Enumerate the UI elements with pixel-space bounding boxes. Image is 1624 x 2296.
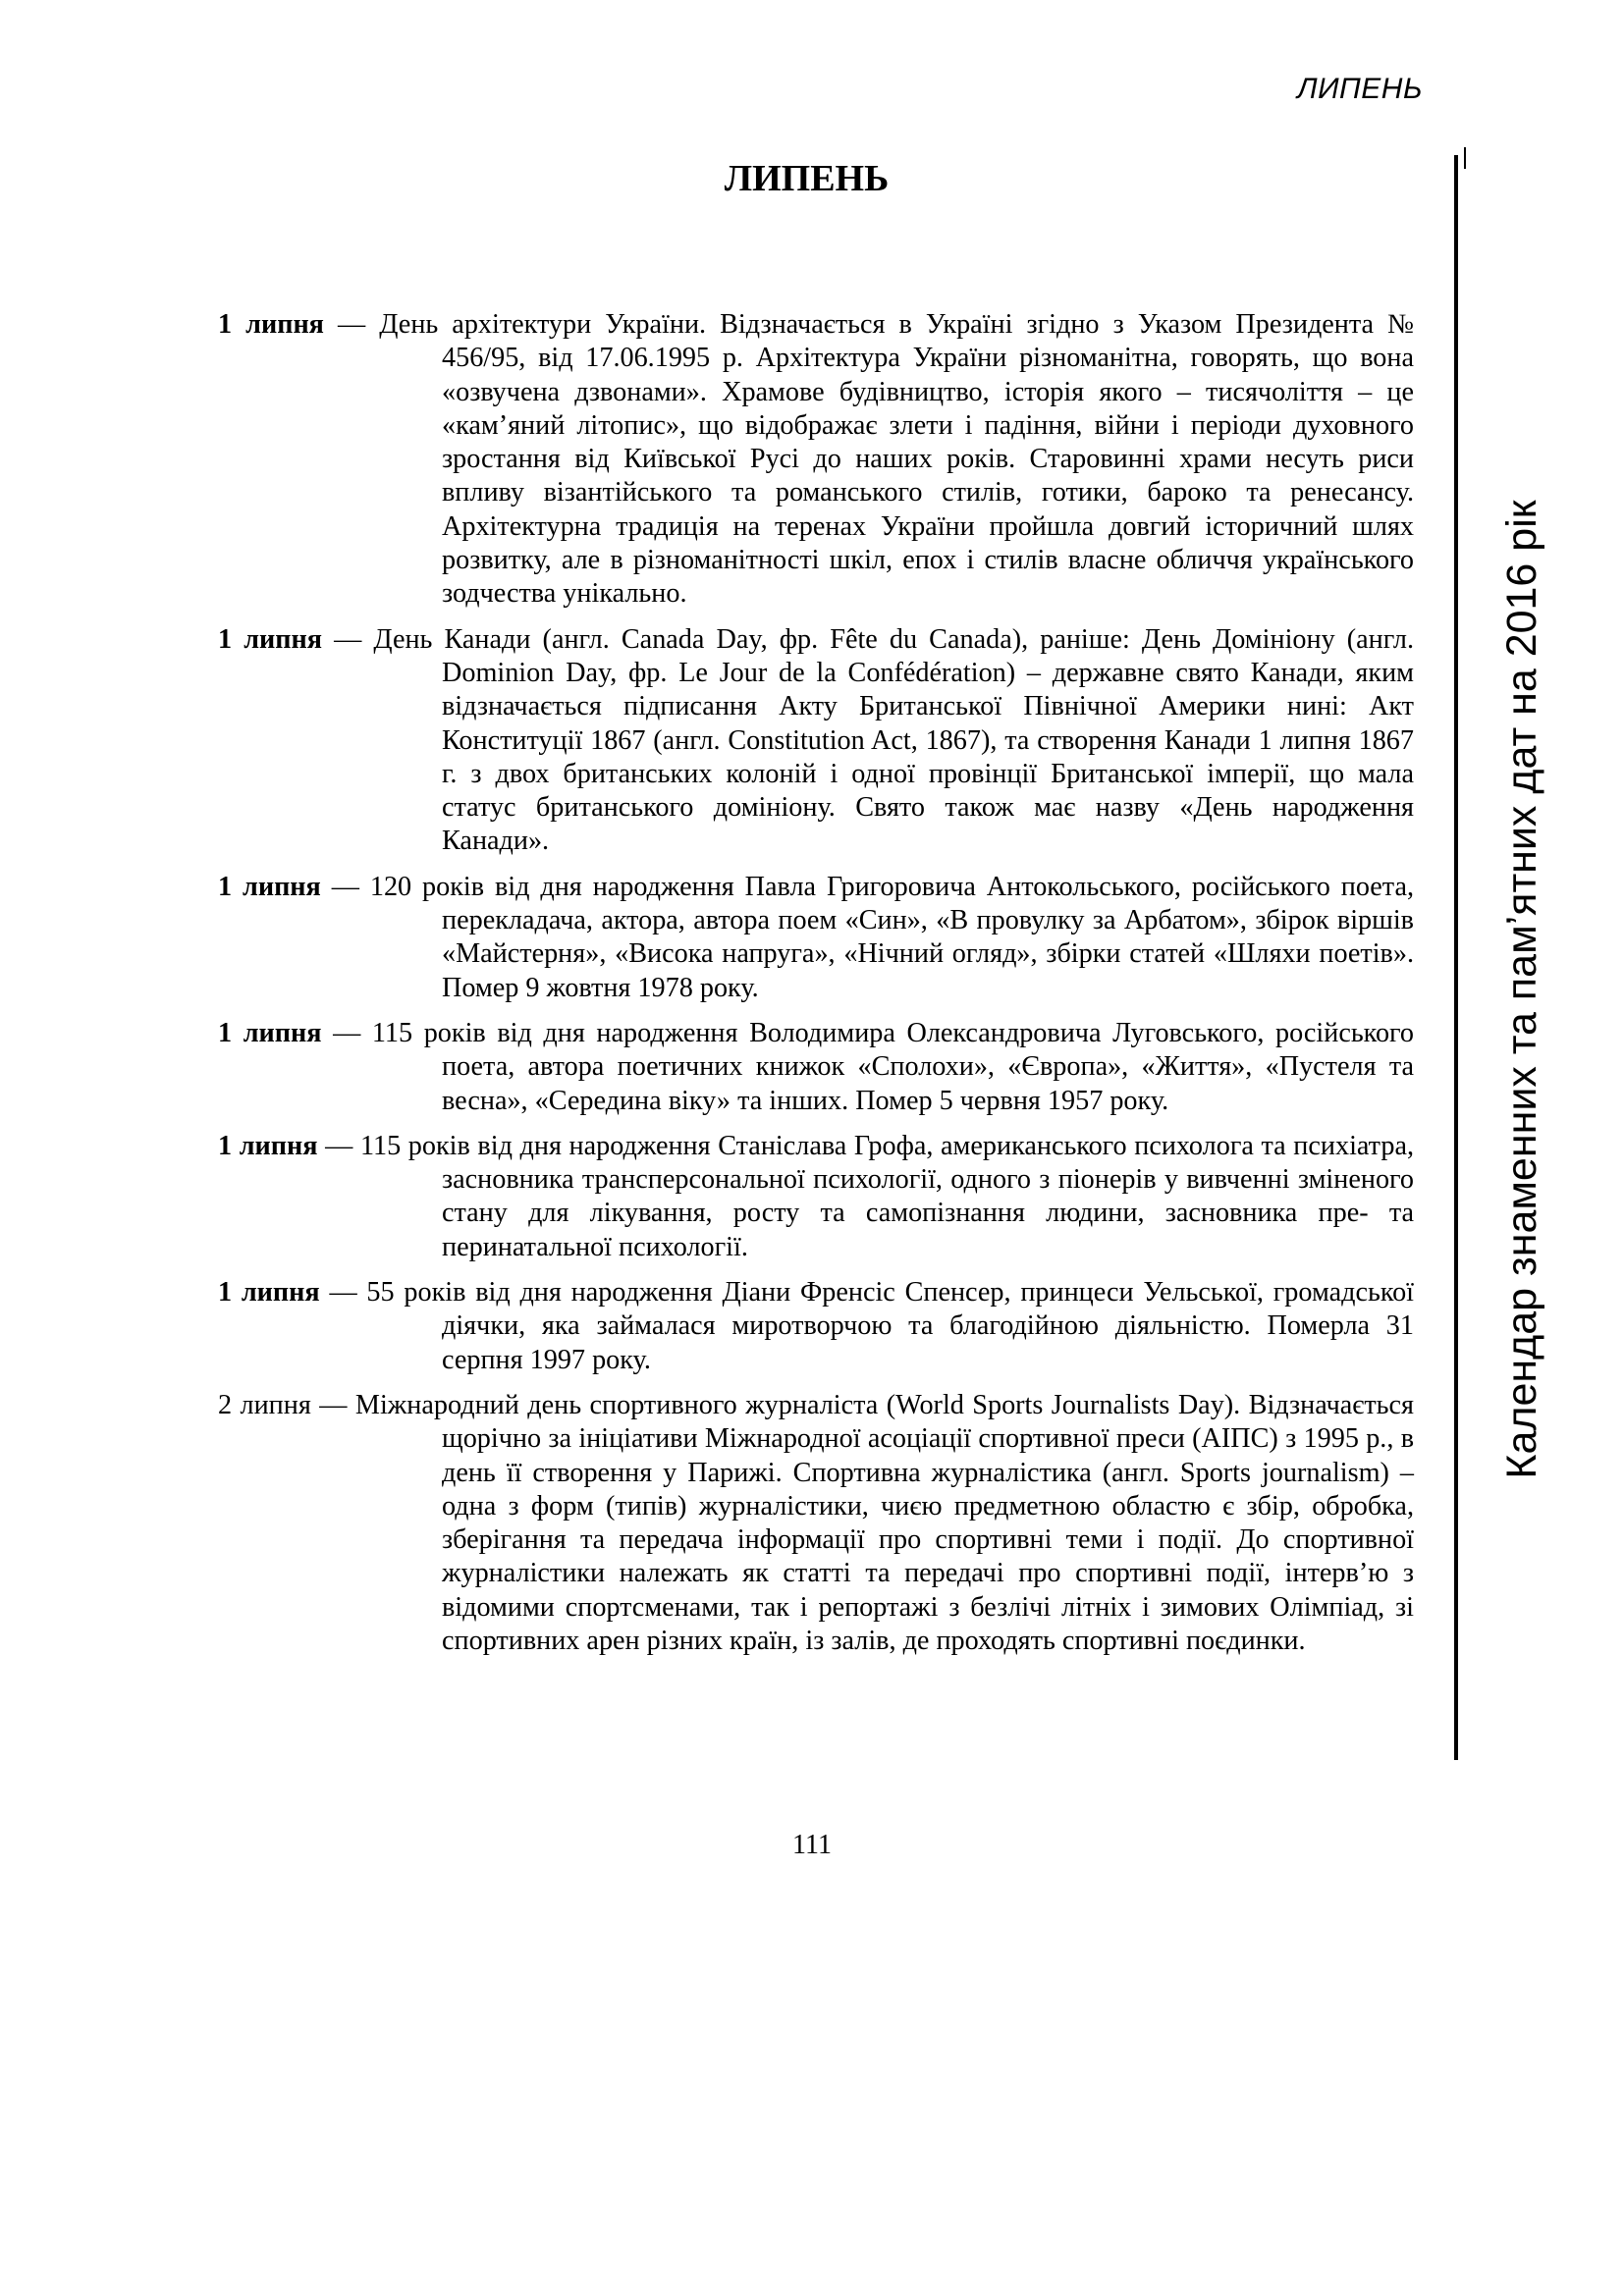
entry-dash: — (319, 1277, 367, 1308)
entry-dash: — (321, 1017, 372, 1048)
entry-date: 1 липня (218, 309, 324, 340)
side-rule-tick (1464, 147, 1466, 169)
entry-text: День архітектури України. Відзначається в Україні згідно з Указом Президента № 456/95, від 17.06.1995 р. Архітектура України різноманітна, говорять, що вона «озвучена дзвонами». Храмове будівництво, історія якого – тисячоліття – це «кам’яний літопис», що відображає злети і падіння, війни і періоди духовного зростання від Київської Русі до наших років. Старовинні храми несуть риси впливу візантійського та романського стилів, готики, бароко та ренесансу. Архітектурна традиція на теренах України пройшла довгий історичний шлях розвитку, але в різноманітності шкіл, епох і стилів власне обличчя українського зодчества унікально. (379, 309, 1414, 610)
entry-text: Міжнародний день спортивного журналіста (World Sports Journalists Day). Відзначається щорічно за ініціативи Міжнародної асоціації спортивної преси (АІПС) з 1995 р., в день її створення у Парижі. Спортивна журналістика (англ. Sports journalism) – одна з форм (типів) журналістики, чиєю предметною областю є збір, обробка, зберігання та передача інформації про спортивні теми і події. До спортивної журналістики належать як статті та передачі про спортивні події, інтерв’ю з відомими спортсменами, так і репортажі з безлічі літніх і зимових Олімпіад, зі спортивних арен різних країн, із залів, де проходять спортивні поєдинки. (354, 1389, 1415, 1656)
entry-text: 115 років від дня народження Станіслава Грофа, американського психолога та психіатра, засновника трансперсональної психології, одного з піонерів у вивченні зміненого стану для лікування, росту та самопізнання людини, засновника пре- та перинатальної психології. (359, 1130, 1414, 1262)
entries-list (218, 308, 1414, 1670)
entry-text: 120 років від дня народження Павла Григоровича Антокольського, російського поета, перекладача, актора, автора поем «Син», «В провулку за Арбатом», збірок віршів «Майстерня», «Висока напруга», «Нічний огляд», збірки статей «Шляхи поетів». Помер 9 жовтня 1978 року. (369, 871, 1415, 1003)
entry-text: 115 років від дня народження Володимира Олександровича Луговського, російського поета, автора поетичних книжок «Сполохи», «Європа», «Життя», «Пустеля та весна», «Середина віку» та інших. Помер 5 червня 1957 року. (371, 1017, 1414, 1116)
entry-text: День Канади (англ. Canada Day, фр. Fête du Canada), раніше: День Домініону (англ. Dominion Day, фр. Le Jour de la Confédération) – державне свято Канади, яким відзначається підписання Акту Британської Північної Америки нині: Акт Конституції 1867 (англ. Constitution Act, 1867), та створення Канади 1 липня 1867 г. з двох британських колоній і одної провінції Британської імперії, що мала статус британського домініону. Свято також має назву «День народження Канади». (373, 623, 1414, 857)
page-title (0, 157, 1624, 200)
entry-dash: — (323, 309, 380, 340)
entry-date: 1 липня (218, 1130, 318, 1161)
entry (218, 1389, 1414, 1658)
entry (218, 1017, 1414, 1118)
entry-date: 2 липня (218, 1389, 311, 1420)
entry-dash: — (317, 1130, 360, 1161)
page-title-text: ЛИПЕНЬ (724, 158, 890, 199)
entry-date: 1 липня (218, 871, 321, 902)
page-number: 111 (792, 1830, 832, 1860)
entry (218, 308, 1414, 612)
side-caption: Календар знаменних та пам’ятних дат на 2016 рік (1498, 500, 1545, 1479)
side-rule (1454, 155, 1458, 1760)
entry-dash: — (310, 1389, 355, 1420)
entry-date: 1 липня (218, 1277, 320, 1308)
entry-dash: — (320, 871, 370, 902)
running-header: ЛИПЕНЬ (1297, 73, 1423, 105)
entry-date: 1 липня (218, 1017, 322, 1048)
entry (218, 1130, 1414, 1264)
entry-text: 55 років від дня народження Діани Френсіс Спенсер, принцеси Уельської, громадської діячки, яка займалася миротворчою та благодійною діяльністю. Померла 31 серпня 1997 року. (366, 1277, 1415, 1375)
entry-date: 1 липня (218, 623, 322, 655)
entry-dash: — (321, 623, 374, 655)
entry (218, 623, 1414, 859)
entry (218, 1276, 1414, 1377)
entry (218, 871, 1414, 1005)
